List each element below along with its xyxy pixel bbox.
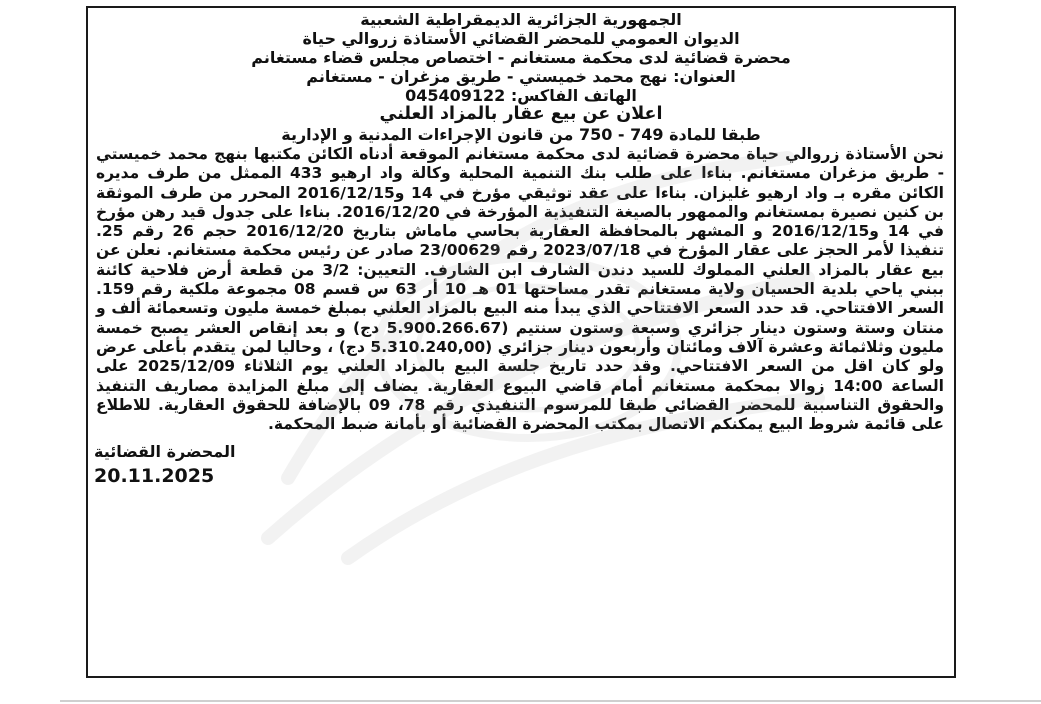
jurisdiction: محضرة قضائية لدى محكمة مستغانم - اختصاص مجلس قضاء مستغانم <box>251 48 791 67</box>
country-name: الجمهورية الجزائرية الديمقراطية الشعبية <box>360 10 682 29</box>
phone-fax: الهاتف الفاكس: 045409122 <box>405 86 637 105</box>
office-name: الديوان العمومي للمحضر القضائي الأستاذة زروالي حياة <box>302 29 740 48</box>
announcement-title: اعلان عن بيع عقار بالمزاد العلني <box>379 104 663 124</box>
signature-date: 20.11.2025 <box>94 465 215 488</box>
signature-block <box>88 440 954 488</box>
legal-basis: طبقا للمادة 749 - 750 من قانون الإجراءات المدنية و الإدارية <box>281 125 761 144</box>
announcement-header <box>88 8 954 145</box>
announcement-body: نحن الأستاذة زروالي حياة محضرة قضائية لدى محكمة مستغانم الموقعة أدناه الكائن مكتبها بنهج محمد خميستي - طريق مزغران مستغانم. بناءا على طلب بنك التنمية المحلية وكالة واد ارهيو 433 الممثل من طرف مديره الكائن مقره بـ واد ارهيو غليزان. بناءا على عقد توثيقي مؤرخ في 14 و2016/12/15 المحرر من طرف الموثقة بن كنين نصيرة بمستغانم والممهور بالصيغة التنفيذية المؤرخة في 2016/12/20. بناءا على جدول قيد رهن مؤرخ في 14 و2016/12/15 و المشهر بالمحافظة العقارية بحاسي ماماش بتاريخ 2016/12/20 حجم 26 رقم 25. تنفيذا لأمر الحجز على عقار المؤرخ في 2023/07/18 رقم 23/00629 صادر عن رئيس محكمة مستغانم. نعلن عن بيع عقار بالمزاد العلني المملوك للسيد دندن الشارف ابن الشارف. التعيين: 3/2 من قطعة أرض فلاحية كائنة ببني ياحي بلدية الحسيان ولاية مستغانم تقدر مساحتها 01 هـ 10 أر 63 س قسم 08 مجموعة ملكية رقم 159. السعر الافتتاحي. قد حدد السعر الافتتاحي الذي يبدأ منه البيع بالمزاد العلني بمبلغ خمسة مليون وتسعمائة ألف و منتان وستة وستون دينار جزائري وسبعة وستون سنتيم (5.900.266.67 دج) و بعد إنقاص العشر يصبح خمسة مليون وثلاثمائة وعشرة آلاف ومائتان وأربعون دينار جزائري (5.310.240,00 دج) ، وحاليا لمن يتقدم بأعلى عرض ولو كان اقل من السعر الافتتاحي. وقد حدد تاريخ جلسة البيع بالمزاد العلني يوم الثلاثاء 2025/12/09 على الساعة 14:00 زوالا بمحكمة مستغانم أمام قاضي البيوع العقارية. يضاف إلى مبلغ المزايدة مصاريف التنفيذ والحقوق التناسبية للمحضر القضائي طبقا للمرسوم التنفيذي رقم 78، 09 بالإضافة للحقوق العقارية. للاطلاع على قائمة شروط البيع يمكنكم الاتصال بمكتب المحضرة القضائية أو بأمانة ضبط المحكمة. <box>96 145 945 434</box>
signature-office: المحضرة القضائية <box>94 442 236 462</box>
bottom-divider <box>60 700 1041 702</box>
announcement-frame <box>86 6 956 678</box>
address: العنوان: نهج محمد خميستي - طريق مزغران - مستغانم <box>306 67 736 86</box>
